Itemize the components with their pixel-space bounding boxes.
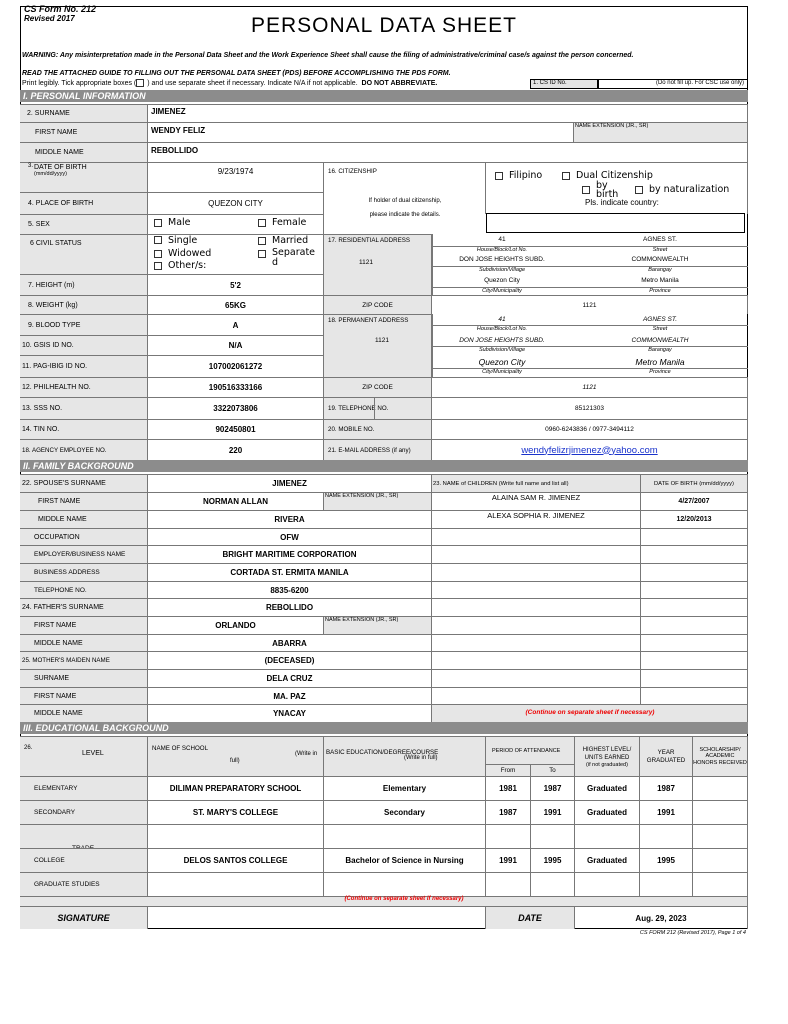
blood-type-label: 9. BLOOD TYPE — [20, 314, 148, 335]
by-nat-checkbox[interactable] — [635, 186, 643, 194]
edu-school-4[interactable]: DELOS SANTOS COLLEGE — [148, 848, 324, 872]
edu-from-3[interactable] — [486, 824, 531, 848]
widowed-option[interactable] — [154, 248, 211, 259]
female-text: Female — [272, 217, 307, 228]
middle-name-label: MIDDLE NAME — [20, 142, 148, 162]
res-house-caption: House/Block/Lot No. — [476, 247, 528, 253]
edu-level-1: ELEMENTARY — [20, 776, 148, 800]
child-name-1[interactable]: ALAINA SAM R. JIMENEZ — [432, 492, 641, 510]
by-nat-text: by naturalization — [649, 184, 730, 195]
weight-value[interactable]: 65KG — [148, 295, 324, 314]
mother-first-value[interactable]: MA. PAZ — [148, 687, 432, 704]
sample-checkbox — [136, 79, 144, 87]
highest-level-text: HIGHEST LEVEL/ UNITS EARNED — [582, 746, 632, 761]
edu-highest-5[interactable] — [575, 872, 640, 896]
res-zip-label: ZIP CODE — [324, 295, 432, 314]
instruction-part-2: ) and use separate sheet if necessary. Indicate N/A if not applicable. — [147, 79, 358, 87]
father-surname-value[interactable]: REBOLLIDO — [148, 598, 432, 616]
edu-to-4[interactable]: 1995 — [531, 848, 575, 872]
widowed-text: Widowed — [168, 248, 212, 259]
form-revision: Revised 2017 — [24, 14, 75, 23]
edu-to-1[interactable]: 1987 — [531, 776, 575, 800]
children-label: 23. NAME of CHILDREN (Write full name and list all) — [432, 474, 641, 492]
edu-year-4[interactable]: 1995 — [640, 848, 693, 872]
mobile-value[interactable]: 0960-6243836 / 0977-3494112 — [432, 419, 748, 439]
tin-label: 14. TIN NO. — [20, 419, 148, 439]
res-city-caption: City/Municipality — [482, 288, 522, 294]
surname-value[interactable]: JIMENEZ — [148, 104, 748, 122]
country-prompt: Pls. indicate country: — [585, 198, 659, 207]
by-naturalization-option[interactable] — [635, 184, 729, 195]
dob-label-cell — [20, 162, 148, 192]
warning-text: WARNING: Any misinterpretation made in the Personal Data Sheet and the Work Experience Sheet shall cause the filing of administrative/criminal case/s against the person concerned. — [22, 52, 634, 59]
others-checkbox[interactable] — [154, 262, 162, 270]
edu-honors-2[interactable] — [693, 800, 748, 824]
pob-value[interactable]: QUEZON CITY — [148, 192, 324, 214]
tin-value[interactable]: 902450801 — [148, 419, 324, 439]
form-number: CS Form No. 212 — [24, 4, 97, 14]
dob-value[interactable]: 9/23/1974 — [148, 162, 324, 192]
child-dob-5[interactable] — [641, 563, 748, 581]
child-dob-11[interactable] — [641, 669, 748, 687]
res-brgy-caption: Barangay — [648, 267, 672, 273]
edu-highest-3[interactable] — [575, 824, 640, 848]
sss-value[interactable]: 3322073806 — [148, 397, 324, 419]
edu-degree-4[interactable]: Bachelor of Science in Nursing — [324, 848, 486, 872]
father-middle-value[interactable]: ABARRA — [148, 634, 432, 651]
telephone-label: 19. TELEPHONE NO. — [324, 397, 432, 419]
child-name-10[interactable] — [432, 651, 641, 669]
father-middle-label: MIDDLE NAME — [20, 634, 148, 651]
page-title: PERSONAL DATA SHEET — [250, 14, 517, 37]
edu-school-1[interactable]: DILIMAN PREPARATORY SCHOOL — [148, 776, 324, 800]
child-name-8[interactable] — [432, 616, 641, 634]
business-address-value[interactable]: CORTADA ST. ERMITA MANILA — [148, 563, 432, 581]
edu-to-2[interactable]: 1991 — [531, 800, 575, 824]
res-divider — [432, 234, 433, 295]
male-text: Male — [168, 217, 191, 228]
instruction-part-1: Print legibly. Tick appropriate boxes ( — [22, 79, 137, 87]
email-cell — [432, 439, 748, 460]
country-input[interactable] — [486, 213, 745, 233]
height-value[interactable]: 5'2 — [148, 274, 324, 295]
child-name-3[interactable] — [432, 528, 641, 545]
edu-degree-3[interactable] — [324, 824, 486, 848]
dual-checkbox[interactable] — [562, 172, 570, 180]
cs-id-note: (Do not fill up. For CSC use only) — [598, 79, 748, 89]
others-option[interactable] — [154, 260, 206, 271]
child-name-11[interactable] — [432, 669, 641, 687]
mother-surname-value[interactable]: DELA CRUZ — [148, 669, 432, 687]
instruction-text — [22, 79, 437, 87]
honors-header: SCHOLARSHIP/ ACADEMIC HONORS RECEIVED — [693, 736, 748, 776]
children-dob-label: DATE OF BIRTH (mm/dd/yyyy) — [641, 474, 748, 492]
dob-number: 3. — [28, 163, 34, 169]
edu-honors-5[interactable] — [693, 872, 748, 896]
child-dob-7[interactable] — [641, 598, 748, 616]
dob-format: (mm/dd/yyyy) — [34, 171, 67, 177]
perm-prov-caption: Province — [649, 369, 671, 375]
signature-field[interactable] — [148, 906, 486, 929]
father-first-label: FIRST NAME — [20, 616, 148, 634]
child-dob-9[interactable] — [641, 634, 748, 651]
res-street[interactable]: AGNES ST. — [643, 236, 677, 243]
education-number: 26. — [24, 745, 33, 751]
edu-highest-1[interactable]: Graduated — [575, 776, 640, 800]
spouse-middle-value[interactable]: RIVERA — [148, 510, 432, 528]
employer-value[interactable]: BRIGHT MARITIME CORPORATION — [148, 545, 432, 563]
child-dob-8[interactable] — [641, 616, 748, 634]
email-link[interactable]: wendyfelizrjimenez@yahoo.com — [521, 444, 658, 456]
father-surname-label: 24. FATHER'S SURNAME — [20, 598, 148, 616]
edu-to-5[interactable] — [531, 872, 575, 896]
res-prov-caption: Province — [649, 288, 671, 294]
tel-divider — [374, 397, 375, 419]
spouse-middle-label: MIDDLE NAME — [20, 510, 148, 528]
edu-from-1[interactable]: 1981 — [486, 776, 531, 800]
widowed-checkbox[interactable] — [154, 250, 162, 258]
res-house[interactable]: 41 — [498, 236, 506, 243]
single-option[interactable] — [154, 235, 197, 245]
mother-middle-value[interactable]: YNACAY — [148, 704, 432, 722]
edu-degree-1[interactable]: Elementary — [324, 776, 486, 800]
spouse-surname-value[interactable]: JIMENEZ — [148, 474, 432, 492]
filipino-text: Filipino — [509, 170, 543, 181]
mother-maiden-label: 25. MOTHER'S MAIDEN NAME — [20, 651, 148, 669]
separated-text: Separate d — [272, 247, 316, 268]
child-dob-10[interactable] — [641, 651, 748, 669]
signature-label: SIGNATURE — [20, 906, 148, 929]
perm-zip-value[interactable]: 1121 — [432, 377, 748, 397]
edu-school-2[interactable]: ST. MARY'S COLLEGE — [148, 800, 324, 824]
separated-checkbox[interactable] — [258, 250, 266, 258]
year-graduated-header: YEAR GRADUATED — [640, 736, 693, 776]
child-name-4[interactable] — [432, 545, 641, 563]
spouse-surname-label: 22. SPOUSE'S SURNAME — [20, 474, 148, 492]
school-note-b: full) — [230, 758, 240, 764]
married-text: Married — [272, 235, 309, 246]
sss-label: 13. SSS NO. — [20, 397, 148, 419]
res-city[interactable]: Quezon City — [484, 277, 520, 284]
pagibig-value[interactable]: 107002061272 — [148, 355, 324, 377]
residential-label: 17. RESIDENTIAL ADDRESS — [324, 234, 432, 295]
perm-street[interactable]: AGNES ST. — [642, 316, 678, 323]
degree-header: BASIC EDUCATION/DEGREE/COURSE — [324, 736, 486, 776]
footer-text: CS FORM 212 (Revised 2017), Page 1 of 4 — [639, 930, 746, 936]
filipino-checkbox[interactable] — [495, 172, 503, 180]
highest-level-note: (if not graduated) — [586, 761, 628, 768]
child-dob-2[interactable]: 12/20/2013 — [641, 510, 748, 528]
child-name-6[interactable] — [432, 581, 641, 598]
permanent-label: 18. PERMANENT ADDRESS — [324, 314, 432, 377]
edu-level-3 — [20, 824, 148, 848]
residential-code: 1121 — [359, 259, 373, 266]
child-name-9[interactable] — [432, 634, 641, 651]
filipino-option[interactable] — [495, 170, 542, 181]
edu-highest-4[interactable]: Graduated — [575, 848, 640, 872]
edu-level-5: GRADUATE STUDIES — [20, 872, 148, 896]
education-continue-note: (Continue on separate sheet if necessary) — [344, 896, 464, 902]
edu-year-5[interactable] — [640, 872, 693, 896]
separated-option[interactable] — [258, 248, 324, 267]
children-continue-note: (Continue on separate sheet if necessary) — [525, 709, 655, 716]
period-header: PERIOD OF ATTENDANCE — [486, 736, 575, 764]
philhealth-label: 12. PHILHEALTH NO. — [20, 377, 148, 397]
dob-label: DATE OF BIRTH — [34, 164, 87, 171]
perm-subdivision[interactable]: DON JOSE HEIGHTS SUBD. — [459, 337, 545, 344]
business-address-label: BUSINESS ADDRESS — [20, 563, 148, 581]
female-checkbox[interactable] — [258, 219, 266, 227]
spouse-telephone-label: TELEPHONE NO. — [20, 581, 148, 598]
highest-level-header — [575, 736, 640, 776]
edu-to-3[interactable] — [531, 824, 575, 848]
male-option[interactable] — [154, 217, 191, 228]
by-birth-checkbox[interactable] — [582, 186, 590, 194]
dual-note-1: If holder of dual citizenship, — [368, 198, 442, 204]
citizenship-label: 16. CITIZENSHIP — [324, 162, 486, 214]
by-birth-option[interactable] — [582, 181, 622, 199]
perm-city-caption: City/Municipality — [482, 369, 522, 375]
gsis-value[interactable]: N/A — [148, 335, 324, 355]
perm-zip-label: ZIP CODE — [324, 377, 432, 397]
mother-first-label: FIRST NAME — [20, 687, 148, 704]
date-label: DATE — [486, 906, 575, 929]
level-header — [20, 736, 148, 776]
to-header: To — [531, 764, 575, 776]
guide-text: READ THE ATTACHED GUIDE TO FILLING OUT THE PERSONAL DATA SHEET (PDS) BEFORE ACCOMPLISHING THE PDS FORM. — [22, 70, 451, 77]
surname-label: 2. SURNAME — [20, 104, 148, 122]
pob-label: 4. PLACE OF BIRTH — [20, 192, 148, 214]
no-abbreviate-text: DO NOT ABBREVIATE. — [361, 79, 438, 87]
edu-year-1[interactable]: 1987 — [640, 776, 693, 800]
married-checkbox[interactable] — [258, 237, 266, 245]
name-extension-label: NAME EXTENSION (JR., SR) — [574, 122, 748, 142]
dual-text: Dual Citizenship — [576, 170, 653, 181]
mother-maiden-value[interactable]: (DECEASED) — [148, 651, 432, 669]
child-dob-1[interactable]: 4/27/2007 — [641, 492, 748, 510]
perm-barangay[interactable]: COMMONWEALTH — [631, 337, 689, 344]
edu-level-4: COLLEGE — [20, 848, 148, 872]
spouse-name-ext-label: NAME EXTENSION (JR., SR) — [324, 492, 432, 510]
by-birth-text: by birth — [596, 180, 619, 200]
spouse-telephone-value[interactable]: 8835-6200 — [148, 581, 432, 598]
civil-status-label: 6 CIVIL STATUS — [20, 234, 148, 274]
cs-id-label: 1. CS ID No. — [530, 79, 598, 89]
spouse-first-label: FIRST NAME — [20, 492, 148, 510]
others-text: Other/s: — [168, 260, 207, 271]
edu-year-3[interactable] — [640, 824, 693, 848]
edu-highest-2[interactable]: Graduated — [575, 800, 640, 824]
res-zip-value[interactable]: 1121 — [432, 295, 748, 314]
school-note-a: (Write in — [295, 751, 318, 757]
level-header-text: LEVEL — [82, 750, 104, 757]
perm-province[interactable]: Metro Manila — [635, 357, 685, 367]
child-name-7[interactable] — [432, 598, 641, 616]
child-dob-4[interactable] — [641, 545, 748, 563]
email-label: 21. E-MAIL ADDRESS (if any) — [324, 439, 432, 460]
school-header: NAME OF SCHOOL — [148, 736, 324, 776]
res-province[interactable]: Metro Manila — [641, 277, 679, 284]
female-option[interactable] — [258, 217, 306, 228]
sex-label: 5. SEX — [20, 214, 148, 234]
section-educational-background: III. EDUCATIONAL BACKGROUND — [20, 722, 748, 734]
edu-school-3[interactable] — [148, 824, 324, 848]
agency-employee-label: 18. AGENCY EMPLOYEE NO. — [20, 439, 148, 460]
child-name-2[interactable]: ALEXA SOPHIA R. JIMENEZ — [432, 510, 641, 528]
res-subd-caption: Subdivision/Village — [478, 267, 526, 273]
child-dob-12[interactable] — [641, 687, 748, 704]
edu-year-2[interactable]: 1991 — [640, 800, 693, 824]
dual-note-2: please indicate the details. — [369, 212, 441, 218]
perm-city[interactable]: Quezon City — [478, 357, 526, 367]
mother-surname-label: SURNAME — [20, 669, 148, 687]
edu-level-2: SECONDARY — [20, 800, 148, 824]
perm-street-caption: Street — [652, 326, 668, 332]
occupation-value[interactable]: OFW — [148, 528, 432, 545]
perm-subd-caption: Subdivision/Village — [478, 347, 526, 353]
res-subdivision[interactable]: DON JOSE HEIGHTS SUBD. — [459, 256, 545, 263]
degree-note: (Write in full) — [404, 755, 438, 761]
edu-from-4[interactable]: 1991 — [486, 848, 531, 872]
edu-honors-3[interactable] — [693, 824, 748, 848]
telephone-value[interactable]: 85121303 — [432, 397, 748, 419]
perm-brgy-caption: Barangay — [648, 347, 672, 353]
occupation-label: OCCUPATION — [20, 528, 148, 545]
mobile-label: 20. MOBILE NO. — [324, 419, 432, 439]
section-personal-information: I. PERSONAL INFORMATION — [20, 90, 748, 102]
child-name-5[interactable] — [432, 563, 641, 581]
edu-from-5[interactable] — [486, 872, 531, 896]
perm-house[interactable]: 41 — [498, 316, 506, 323]
single-checkbox[interactable] — [154, 236, 162, 244]
child-dob-6[interactable] — [641, 581, 748, 598]
philhealth-value[interactable]: 190516333166 — [148, 377, 324, 397]
edu-honors-1[interactable] — [693, 776, 748, 800]
edu-degree-2[interactable]: Secondary — [324, 800, 486, 824]
edu-honors-4[interactable] — [693, 848, 748, 872]
res-street-caption: Street — [652, 247, 668, 253]
edu-degree-5[interactable] — [324, 872, 486, 896]
pagibig-label: 11. PAG-IBIG ID NO. — [20, 355, 148, 377]
res-barangay[interactable]: COMMONWEALTH — [631, 256, 689, 263]
from-header: From — [486, 764, 531, 776]
single-text: Single — [168, 234, 198, 246]
married-option[interactable] — [258, 235, 308, 246]
edu-from-2[interactable]: 1987 — [486, 800, 531, 824]
child-dob-3[interactable] — [641, 528, 748, 545]
height-label: 7. HEIGHT (m) — [20, 274, 148, 295]
weight-label: 8. WEIGHT (kg) — [20, 295, 148, 314]
edu-school-5[interactable] — [148, 872, 324, 896]
mother-middle-label: MIDDLE NAME — [20, 704, 148, 722]
gsis-label: 10. GSIS ID NO. — [20, 335, 148, 355]
date-value[interactable]: Aug. 29, 2023 — [575, 906, 748, 929]
father-first-value[interactable]: ORLANDO — [148, 616, 324, 634]
child-name-12[interactable] — [432, 687, 641, 704]
perm-house-caption: House/Block/Lot No. — [476, 326, 528, 332]
father-name-ext-label: NAME EXTENSION (JR., SR) — [324, 616, 432, 634]
permanent-code: 1121 — [375, 337, 389, 344]
male-checkbox[interactable] — [154, 219, 162, 227]
spouse-first-value[interactable]: NORMAN ALLAN — [148, 492, 324, 510]
employer-label: EMPLOYER/BUSINESS NAME — [20, 545, 148, 563]
first-name-label: FIRST NAME — [20, 122, 148, 142]
section-family-background: II. FAMILY BACKGROUND — [20, 460, 748, 472]
first-name-value[interactable]: WENDY FELIZ — [148, 122, 574, 142]
middle-name-value[interactable]: REBOLLIDO — [148, 142, 748, 162]
agency-employee-value[interactable]: 220 — [148, 439, 324, 460]
blood-type-value[interactable]: A — [148, 314, 324, 335]
